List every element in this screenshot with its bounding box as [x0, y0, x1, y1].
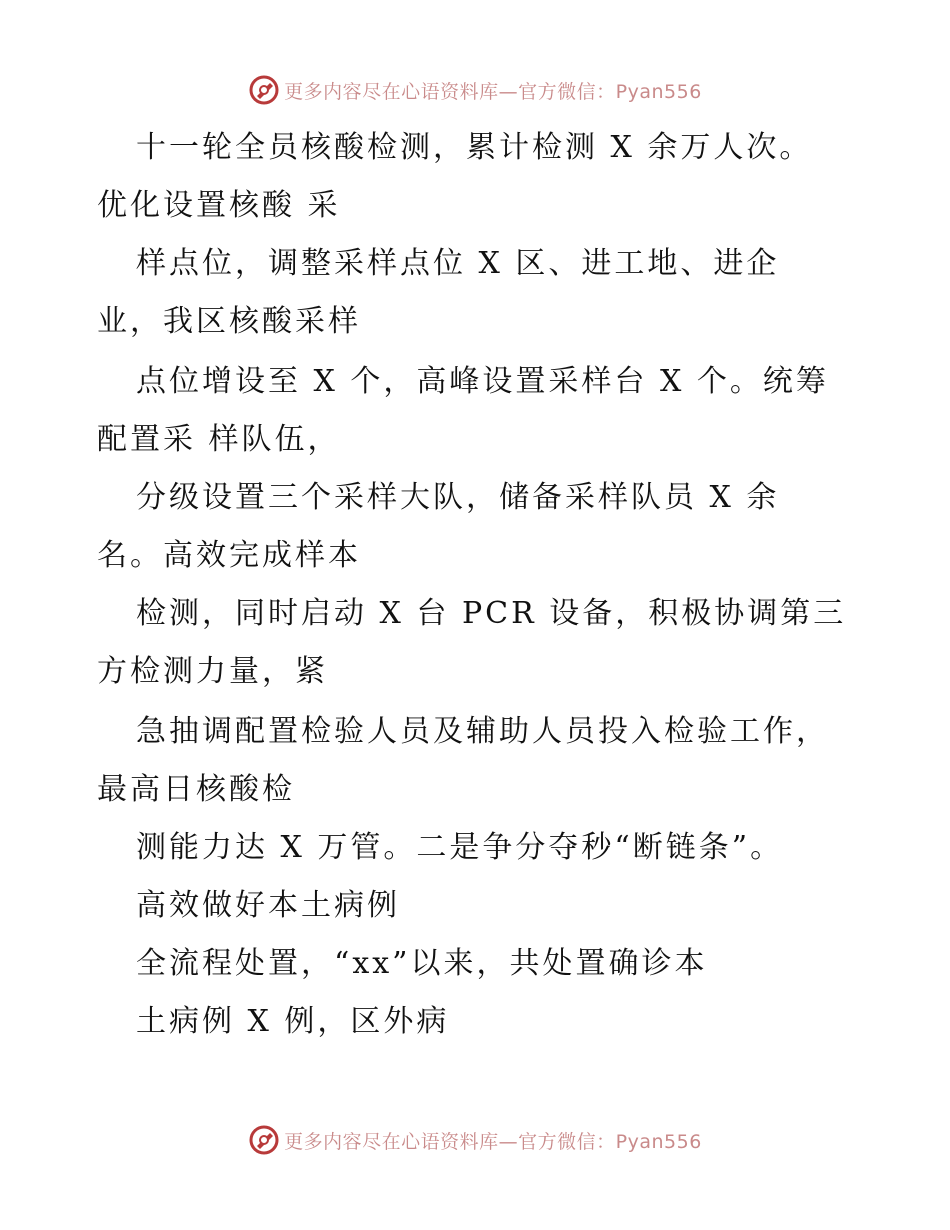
text-line-9: 检测，同时启动 X 台 PCR 设备，积极协调第三 [136, 596, 847, 631]
text-line-8: 名。高效完成样本 [97, 538, 361, 573]
text-line-13: 测能力达 X 万管。二是争分夺秒“断链条”。 [136, 830, 784, 865]
text-line-12: 最高日核酸检 [97, 772, 295, 807]
text-line-5: 点位增设至 X 个，高峰设置采样台 X 个。统筹 [136, 364, 829, 399]
text-line-6: 配置采 样队伍， [97, 422, 341, 457]
text-line-1: 十一轮全员核酸检测，累计检测 X 余万人次。 [136, 130, 813, 165]
brand-logo-icon [248, 74, 280, 106]
text-line-10: 方检测力量，紧 [97, 654, 328, 689]
text-line-16: 土病例 X 例，区外病 [136, 1004, 450, 1039]
footer-watermark-text: 更多内容尽在心语资料库—官方微信：Pyan556 [284, 1130, 702, 1153]
text-line-11: 急抽调配置检验人员及辅助人员投入检验工作， [136, 714, 829, 749]
header-watermark [0, 70, 950, 110]
text-line-14: 高效做好本土病例 [136, 888, 400, 923]
brand-logo-icon [248, 1124, 280, 1156]
text-line-4: 业，我区核酸采样 [97, 304, 361, 339]
text-line-3: 样点位，调整采样点位 X 区、进工地、进企 [136, 246, 780, 281]
footer-watermark [0, 1120, 950, 1160]
text-line-7: 分级设置三个采样大队，储备采样队员 X 余 [136, 480, 780, 515]
text-line-2: 优化设置核酸 采 [97, 188, 341, 223]
header-watermark-text: 更多内容尽在心语资料库—官方微信：Pyan556 [284, 80, 702, 103]
text-line-15: 全流程处置，“xx”以来，共处置确诊本 [136, 946, 708, 981]
